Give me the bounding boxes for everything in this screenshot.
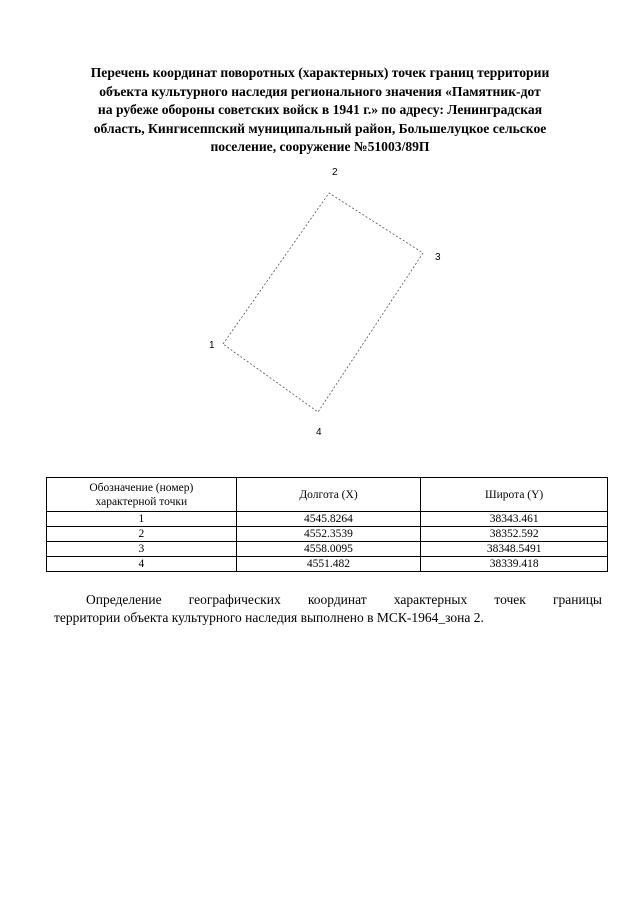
header-latitude: Широта (Y): [421, 478, 608, 512]
longitude-cell: 4558.0095: [236, 542, 421, 557]
latitude-cell: 38343.461: [421, 512, 608, 527]
point-label-3: 3: [435, 252, 441, 263]
table-header-row: [47, 478, 608, 512]
point-label-4: 4: [316, 427, 322, 438]
title-line: Перечень координат поворотных (характерных) точек границ территории: [90, 65, 550, 80]
header-point-number: Обозначение (номер) характерной точки: [47, 478, 237, 512]
latitude-cell: 38339.418: [421, 557, 608, 572]
longitude-cell: 4551.482: [236, 557, 421, 572]
latitude-cell: 38352.592: [421, 527, 608, 542]
note-line-1: Определение географических координат характерных точек границы: [86, 592, 602, 607]
point-number-cell: 1: [47, 512, 237, 527]
latitude-cell: 38348.5491: [421, 542, 608, 557]
table-row: [47, 527, 608, 542]
table-row: [47, 512, 608, 527]
title-line: на рубеже обороны советских войск в 1941 г.» по адресу: Ленинградская: [97, 102, 543, 117]
boundary-plan-drawing: [190, 160, 460, 445]
title-line: область, Кингисеппский муниципальный район, Большелуцкое сельское: [93, 120, 547, 136]
coordinates-table: [46, 477, 608, 572]
point-number-cell: 2: [47, 527, 237, 542]
title-line: объекта культурного наследия регионального значения «Памятник-дот: [99, 83, 541, 99]
coordinate-system-note: [54, 591, 602, 626]
longitude-cell: 4545.8264: [236, 512, 421, 527]
header-longitude: Долгота (X): [236, 478, 421, 512]
note-line-2: территории объекта культурного наследия выполнено в МСК-1964_зона 2.: [54, 609, 484, 625]
document-title: [60, 64, 580, 157]
point-number-cell: 3: [47, 542, 237, 557]
table-row: [47, 557, 608, 572]
boundary-plan: [190, 160, 460, 445]
boundary-polygon: [223, 193, 423, 412]
longitude-cell: 4552.3539: [236, 527, 421, 542]
title-line: поселение, сооружение №51003/89П: [210, 139, 430, 154]
point-label-1: 1: [209, 340, 215, 351]
point-label-2: 2: [332, 167, 338, 178]
table-row: [47, 542, 608, 557]
point-number-cell: 4: [47, 557, 237, 572]
